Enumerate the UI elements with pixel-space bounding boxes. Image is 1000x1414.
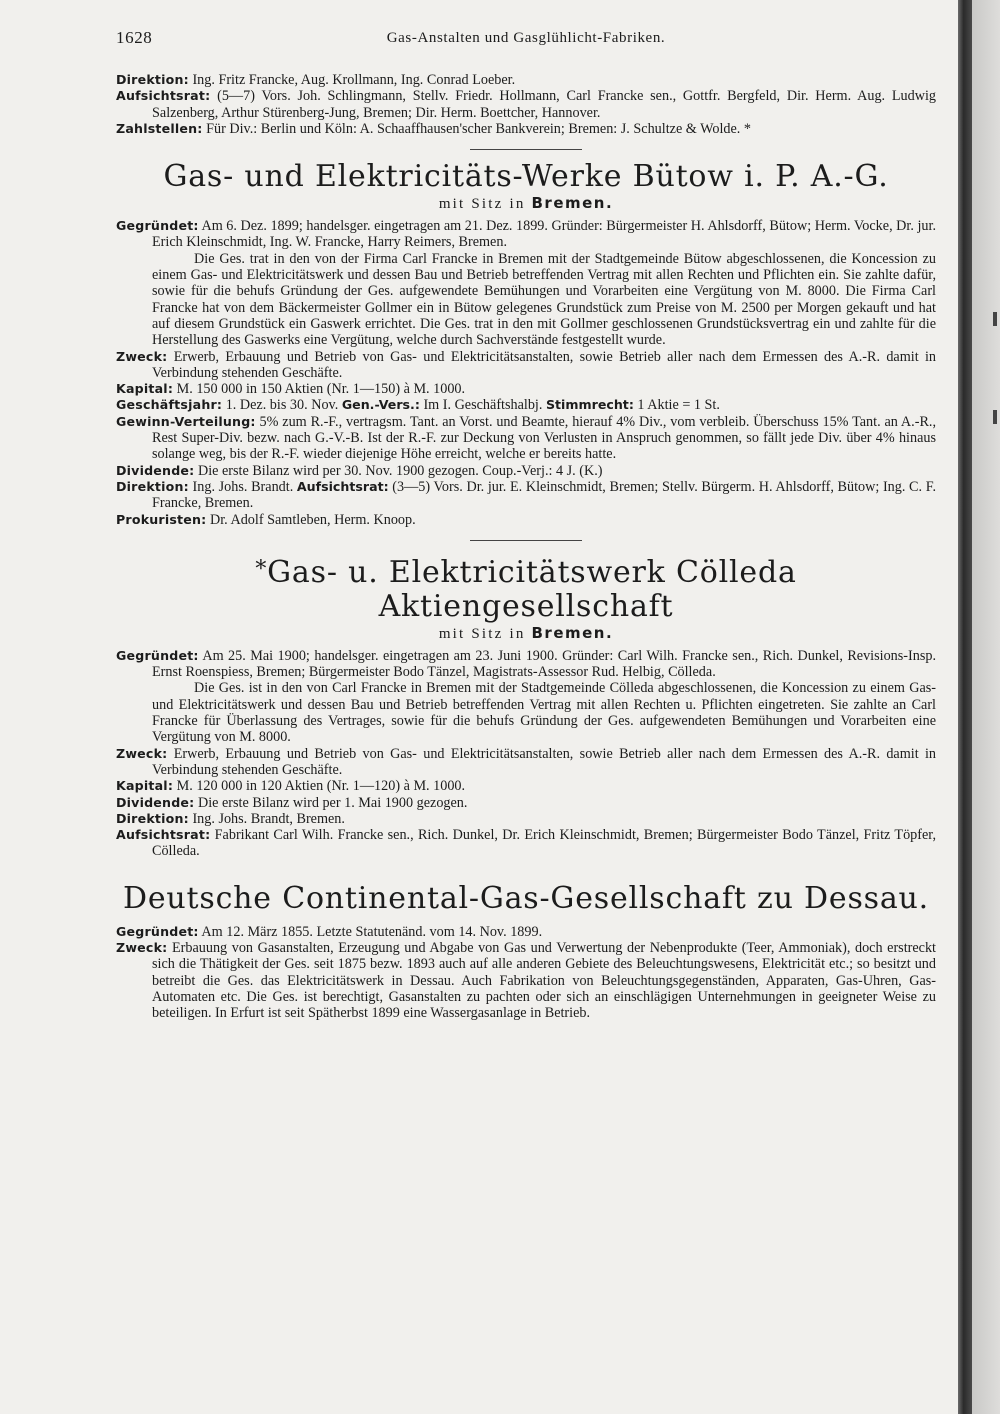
section-divider (470, 540, 582, 541)
page-number: 1628 (116, 28, 153, 47)
company-seat-coelleda: mit Sitz in Bremen. (438, 623, 614, 642)
book-gutter-shadow (958, 0, 972, 1414)
running-title: Gas-Anstalten und Gasglühlicht-Fabriken. (386, 30, 666, 46)
company-title-coelleda: *Gas- u. Elektricitätswerk Cölleda Aktiengesellschaft (255, 554, 797, 624)
running-header (116, 24, 936, 54)
body-paragraph-coelleda: Die Ges. ist in den von Carl Francke in Bremen mit der Stadtgemeinde Cölleda abgeschlossenen, die Koncession zu einem Gas- und Elektricitätswerk und dessen Bau und Betrieb betreffenden Vertrag mit allen Rechten u. Pflichten eingetreten. Sie zahlte an Carl Francke für Überlassung des Vertrages, sowie für die behufs Gründung der Ges. aufgewendeten Bemühungen und Vorarbeiten eine Vergütung von M. 8000. (152, 680, 936, 746)
adjacent-page-edge (972, 0, 1000, 1414)
entry-gegruendet-dessau: Gegründet: Am 12. März 1855. Letzte Statutenänd. vom 14. Nov. 1899. (116, 923, 543, 940)
company-seat-buetow: mit Sitz in Bremen. (438, 194, 614, 213)
entry-prokuristen-buetow: Prokuristen: Dr. Adolf Samtleben, Herm. Knoop. (116, 511, 416, 528)
entry-kapital-coelleda: Kapital: M. 120 000 in 120 Aktien (Nr. 1—120) à M. 1000. (116, 778, 466, 795)
section-divider (470, 149, 582, 150)
entry-gegruendet-buetow: Gegründet: Am 6. Dez. 1899; handelsger. eingetragen am 21. Dez. 1899. Gründer: Bürgermeister H. Ahlsdorff, Bütow; Herm. Vocke, Dr. jur. Erich Kleinschmidt, Ing. W. Francke, Harry Reimers, Bremen. (116, 218, 937, 251)
entry-direktion-prev: Direktion: Ing. Fritz Francke, Aug. Krollmann, Ing. Conrad Loeber. (116, 72, 516, 88)
entry-gegruendet-coelleda: Gegründet: Am 25. Mai 1900; handelsger. eingetragen am 23. Juni 1900. Gründer: Carl Wilh. Francke sen., Rich. Dunkel, Revisions-Insp. Ernst Roenspiess, Bremen; Bürgermeister Bodo Tänzel, Magistrats-Assessor Rud. Helbig, Cölleda. (116, 647, 936, 681)
entry-aufsichtsrat-prev: Aufsichtsrat: (5—7) Vors. Joh. Schlingmann, Stellv. Friedr. Hollmann, Carl Francke sen., Gottfr. Bergfeld, Dir. Herm. Aug. Ludwig Salzenberg, Arthur Stürenberg-Jung, Bremen; Dir. Herm. Boettcher, Hannover. (116, 88, 936, 121)
entry-dividende-coelleda: Dividende: Die erste Bilanz wird per 1. Mai 1900 gezogen. (116, 794, 468, 811)
entry-geschaeftsjahr-buetow: Geschäftsjahr: 1. Dez. bis 30. Nov. Gen.-Vers.: Im I. Geschäftshalbj. Stimmrecht: 1 Aktie = 1 St. (116, 397, 720, 414)
entry-kapital-buetow: Kapital: M. 150 000 in 150 Aktien (Nr. 1—150) à M. 1000. (116, 381, 466, 398)
asterisk-mark: * (255, 556, 268, 582)
company-title-dessau: Deutsche Continental-Gas-Gesellschaft zu Dessau. (123, 880, 929, 916)
entry-zweck-dessau: Zweck: Erbauung von Gasanstalten, Erzeugung und Abgabe von Gas und Verwertung der Nebenprodukte (Teer, Ammoniak), doch erstreckt sich die Thätigkeit der Ges. seit 1875 bezw. 1893 auch auf alle anderen Gebiete des Beleuchtungswesens, Elektricität etc.; so besitzt und betreibt die Ges. das Elektricitätswerk in Dessau. Auch Fabrikation von Beleuchtungsgegenständen, Apparaten, Gas-Uhren, Gas-Automaten etc. Die Ges. ist berechtigt, Gasanstalten zu pachten oder sich an einschlägigen Unternehmungen in geeigneter Weise zu beteiligen. In Erfurt ist seit Spätherbst 1899 eine Wassergasanlage in Betrieb. (116, 939, 936, 1022)
entry-zahlstellen-prev: Zahlstellen: Für Div.: Berlin und Köln: A. Schaaffhausen'scher Bankverein; Bremen: J. Schultze & Wolde. * (116, 120, 751, 137)
entry-dividende-buetow: Dividende: Die erste Bilanz wird per 30. Nov. 1900 gezogen. Coup.-Verj.: 4 J. (K.) (116, 462, 603, 479)
entry-gewinn-buetow: Gewinn-Verteilung: 5% zum R.-F., vertragsm. Tant. an Vorst. und Beamte, hierauf 4% Div., vom verbleib. Überschuss 15% Tant. an A.-R., Rest Super-Div. bezw. nach G.-V.-B. Ist der R.-F. zur Deckung von Verlusten in Anspruch genommen, so fällt jede Div. über 4% hinaus solange weg, bis der R.-F. wieder diejenige Höhe erreicht, welche er bereits hatte. (116, 413, 937, 463)
company-title-buetow: Gas- und Elektricitäts-Werke Bütow i. P. A.-G. (163, 159, 889, 195)
entry-direktion-buetow: Direktion: Ing. Johs. Brandt. Aufsichtsrat: (3—5) Vors. Dr. jur. E. Kleinschmidt, Bremen; Stellv. Bürgerm. H. Ahlsdorff, Bütow; Ing. C. F. Francke, Bremen. (116, 478, 937, 512)
text-column (116, 24, 936, 1021)
edge-mark (993, 312, 997, 326)
edge-mark (993, 410, 997, 424)
entry-zweck-buetow: Zweck: Erwerb, Erbauung und Betrieb von Gas- und Elektricitätsanstalten, sowie Betrieb aller nach dem Ermessen des A.-R. damit in Verbindung stehenden Geschäfte. (116, 348, 937, 381)
body-paragraph-buetow: Die Ges. trat in den von der Firma Carl Francke in Bremen mit der Stadtgemeinde Bütow abgeschlossenen, die Koncession zu einem Gas- und Elektricitätswerk und dessen Bau und Betrieb betreffenden Vertrag mit allen Rechten und Pflichten ein. Sie zahlte dafür, sowie für die behufs Gründung der Ges. aufgewendete Bemühungen und Vorarbeiten eine Vergütung von M. 8000. Die Firma Carl Francke hat von dem Bäckermeister Gollmer ein in Bütow gelegenes Grundstück zum Preise von M. 2500 per Morgen gekauft und hat auf diesem Grundstück ein Gaswerk errichtet. Die Ges. trat in den mit Gollmer geschlossenen Grundstücksvertrag ein und zahlte für die Herstellung des Gaswerks eine Vergütung, welche durch Sachverstände festgestellt wurde. (152, 250, 936, 349)
entry-aufsichtsrat-coelleda: Aufsichtsrat: Fabrikant Carl Wilh. Francke sen., Rich. Dunkel, Dr. Erich Kleinschmidt, Bremen; Bürgermeister Bodo Tänzel, Fritz Töpfer, Cölleda. (116, 827, 936, 860)
entry-direktion-coelleda: Direktion: Ing. Johs. Brandt, Bremen. (116, 810, 345, 827)
entry-zweck-coelleda: Zweck: Erwerb, Erbauung und Betrieb von Gas- und Elektricitätsanstalten, sowie Betrieb aller nach dem Ermessen des A.-R. damit in Verbindung stehenden Geschäfte. (116, 745, 937, 778)
